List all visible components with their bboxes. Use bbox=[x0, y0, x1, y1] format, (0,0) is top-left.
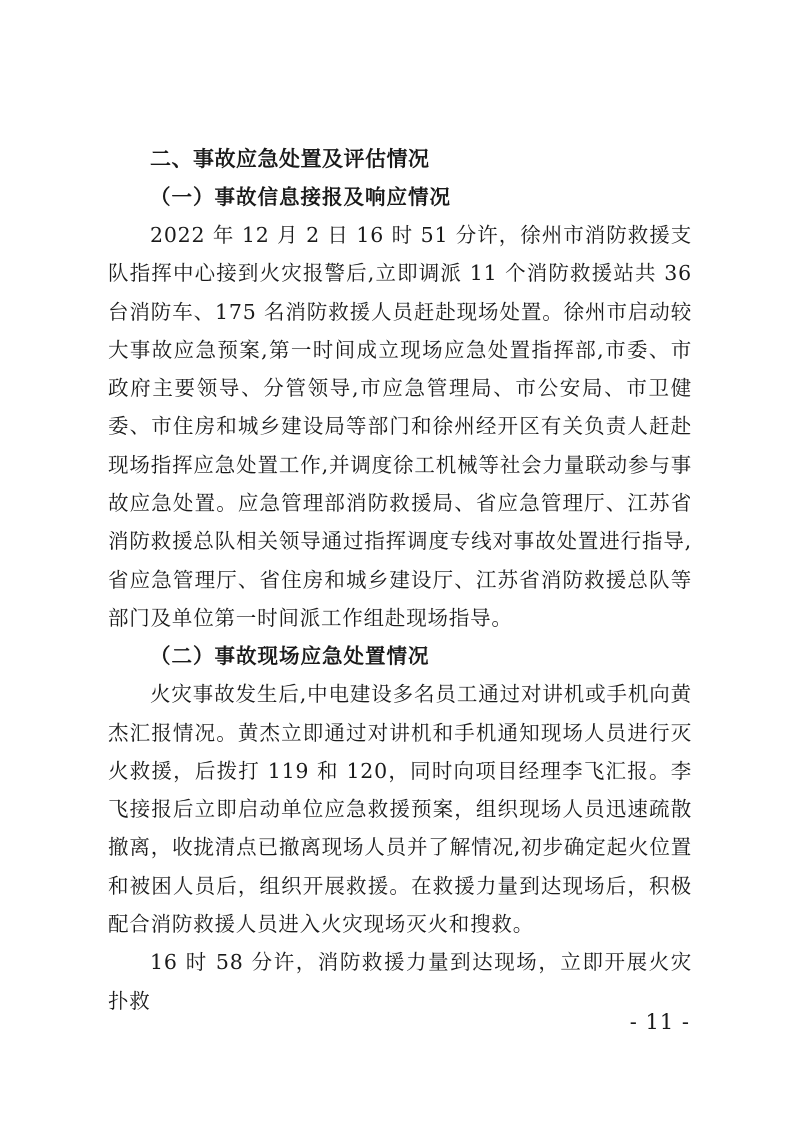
paragraph-fire-brigade-arrival: 16 时 58 分许，消防救援力量到达现场，立即开展火灾扑救 bbox=[108, 950, 692, 1013]
subsection-heading-2: （二）事故现场应急处置情况 bbox=[150, 644, 430, 669]
section-heading: 二、事故应急处置及评估情况 bbox=[150, 147, 430, 171]
paragraph-onsite-response: 火灾事故发生后,中电建设多名员工通过对讲机或手机向黄杰汇报情况。黄杰立即通过对讲机和手机通知现场人员进行灭火救援，后拨打 119 和 120，同时向项目经理李飞汇报。李飞接报后立即启动单位应急救援预案，组织现场人员迅速疏散撤离，收拢清点已撤离现场人员并了解情况,初步确定起火位置和被困人员后，组织开展救援。在救援力量到达现场后，积极配合消防救援人员进入火灾现场灭火和搜救。 bbox=[108, 682, 692, 937]
document-body bbox=[108, 140, 692, 1013]
paragraph-incident-report: 2022 年 12 月 2 日 16 时 51 分许，徐州市消防救援支队指挥中心接到火灾报警后,立即调派 11 个消防救援站共 36 台消防车、175 名消防救援人员赶赴现场处置。徐州市启动较大事故应急预案,第一时间成立现场应急处置指挥部,市委、市政府主要领导、分管领导,市应急管理局、市公安局、市卫健委、市住房和城乡建设局等部门和徐州经开区有关负责人赶赴现场指挥应急处置工作,并调度徐工机械等社会力量联动参与事故应急处置。应急管理部消防救援局、省应急管理厅、江苏省消防救援总队相关领导通过指挥调度专线对事故处置进行指导,省应急管理厅、省住房和城乡建设厅、江苏省消防救援总队等部门及单位第一时间派工作组赴现场指导。 bbox=[108, 223, 692, 630]
page-number: - 11 - bbox=[629, 1010, 690, 1034]
subsection-heading-1: （一）事故信息接报及响应情况 bbox=[150, 185, 451, 209]
